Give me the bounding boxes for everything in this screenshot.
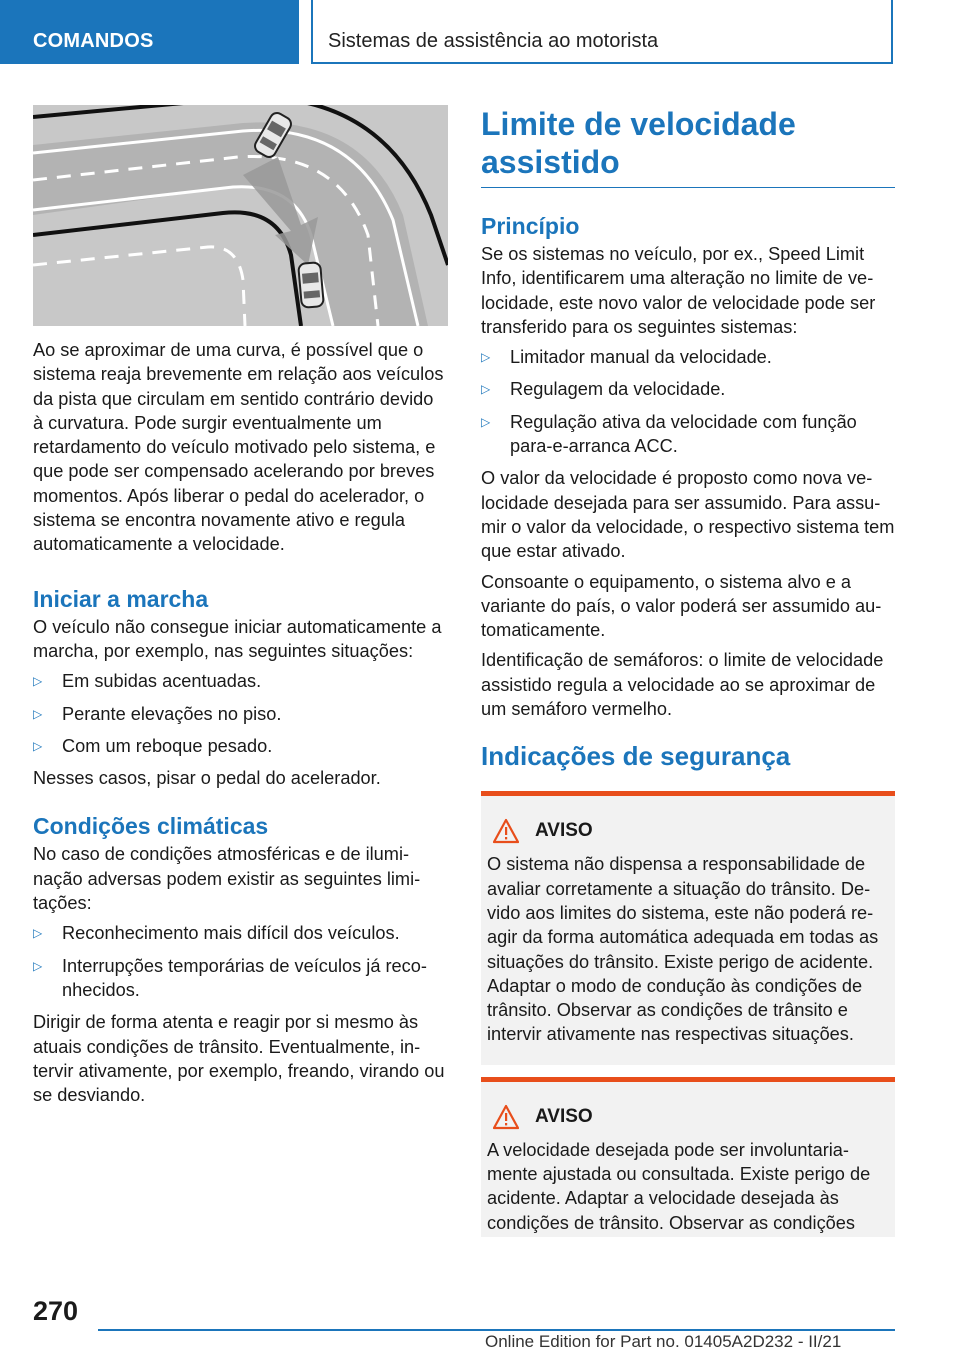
value-paragraph: O valor da velocidade é proposto como nova velocidade desejada para ser assumido. Para assumir o valor da velocidade, o respectivo sistema tem que estar ativado. bbox=[481, 468, 895, 562]
warning-text: O sistema não dispensa a responsabilidade de avaliar corretamente a situação do trânsito. Devido aos limites do sistema, este não poderá reagir da forma automática adequada em todas as situações do trânsito. Existe perigo de acidente. Adaptar o modo de condução às condições de trânsito. Observar as condições de trânsito e intervir ativamente nas respectivas situações. bbox=[487, 854, 879, 1045]
traffic-light-paragraph: Identificação de semáforos: o limite de velocidade assistido regula a velocidade ao se aproximar de um semáforo vermelho. bbox=[481, 650, 884, 720]
header-chapter-label: Sistemas de assistência ao motorista bbox=[328, 30, 659, 52]
left-column bbox=[33, 105, 448, 1113]
equipment-paragraph: Consoante o equipamento, o sistema alvo e a variante do país, o valor poderá ser assumido automaticamente. bbox=[481, 571, 882, 641]
principle-list bbox=[481, 345, 895, 458]
weather-heading: Condições climáticas bbox=[33, 813, 269, 840]
title-block bbox=[481, 105, 895, 188]
section-title: Limite de velocidade assistido bbox=[481, 106, 796, 180]
warning-header bbox=[487, 1104, 885, 1130]
warning-label: AVISO bbox=[535, 1105, 593, 1127]
list-item: ▷ Perante elevações no piso. bbox=[33, 703, 282, 724]
warning-box bbox=[481, 791, 895, 1064]
bullet-icon: ▷ bbox=[481, 414, 491, 429]
start-paragraph: O veículo não consegue iniciar automaticamente a marcha, por exemplo, nas seguintes situações: bbox=[33, 616, 442, 661]
footer-edition: Online Edition for Part no. 01405A2D232 - II/21 bbox=[485, 1332, 842, 1351]
principle-heading: Princípio bbox=[481, 213, 580, 239]
warning-box bbox=[481, 1077, 895, 1237]
principle-paragraph: Se os sistemas no veículo, por ex., Speed Limit Info, identificarem uma alteração no limite de velocidade, este novo valor de velocidade pode ser transferido para os seguintes sistemas: bbox=[481, 244, 876, 337]
list-item: ▷ Regulagem da velocidade. bbox=[481, 379, 726, 400]
list-item: ▷ Limitador manual da velocidade. bbox=[481, 347, 772, 368]
warning-text: A velocidade desejada pode ser involuntariamente ajustada ou consultada. Existe perigo de acidente. Adaptar a velocidade desejada às condições de trânsito. Observar as condições bbox=[487, 1139, 871, 1233]
list-item: ▷ Interrupções temporárias de veículos já reconhecidos. bbox=[33, 955, 427, 1000]
weather-after-paragraph: Dirigir de forma atenta e reagir por si mesmo às atuais condições de trânsito. Eventualmente, intervir ativamente, por exemplo, freando, virando ou se desviando. bbox=[33, 1012, 445, 1106]
curve-illustration bbox=[33, 105, 448, 326]
bullet-icon: ▷ bbox=[33, 738, 43, 753]
header-chapter-box bbox=[311, 0, 893, 64]
page-number: 270 bbox=[33, 1296, 79, 1326]
safety-heading: Indicações de segurança bbox=[481, 741, 791, 772]
warning-triangle-icon bbox=[493, 818, 519, 844]
weather-list bbox=[33, 921, 448, 1002]
warning-header bbox=[487, 818, 885, 844]
right-column bbox=[481, 105, 895, 1249]
warning-triangle-icon bbox=[493, 1104, 519, 1130]
start-after-paragraph: Nesses casos, pisar o pedal do acelerador. bbox=[33, 768, 381, 789]
weather-paragraph: No caso de condições atmosféricas e de iluminação adversas podem existir as seguintes limitações: bbox=[33, 844, 421, 914]
start-list bbox=[33, 669, 448, 758]
intro-paragraph: Ao se aproximar de uma curva, é possível que o sistema reaja brevemente em relação aos veículos da pista que circulam em sentido contrário devido à curvatura. Pode surgir eventualmente um retardamento do veículo motivado pelo sistema, e que pode ser compensado acelerando por breves momentos. Após liberar o pedal do acelerador, o sistema se encontra novamente ativo e regula automaticamente a velocidade. bbox=[33, 340, 444, 555]
list-item: ▷ Em subidas acentuadas. bbox=[33, 671, 262, 692]
footer-divider bbox=[98, 1329, 895, 1331]
header-section-label: COMANDOS bbox=[33, 30, 154, 52]
list-item: ▷ Com um reboque pesado. bbox=[33, 735, 273, 756]
bullet-icon: ▷ bbox=[33, 958, 43, 973]
bullet-icon: ▷ bbox=[481, 382, 491, 397]
list-item: ▷ Regulação ativa da velocidade com função para-e-arranca ACC. bbox=[481, 411, 857, 457]
bullet-icon: ▷ bbox=[33, 926, 43, 941]
bullet-icon: ▷ bbox=[481, 350, 491, 365]
header-section-tab bbox=[0, 0, 299, 64]
bullet-icon: ▷ bbox=[33, 706, 43, 721]
start-heading: Iniciar a marcha bbox=[33, 585, 209, 612]
warning-label: AVISO bbox=[535, 820, 593, 842]
list-item: ▷ Reconhecimento mais difícil dos veículos. bbox=[33, 923, 400, 944]
bullet-icon: ▷ bbox=[33, 674, 43, 689]
